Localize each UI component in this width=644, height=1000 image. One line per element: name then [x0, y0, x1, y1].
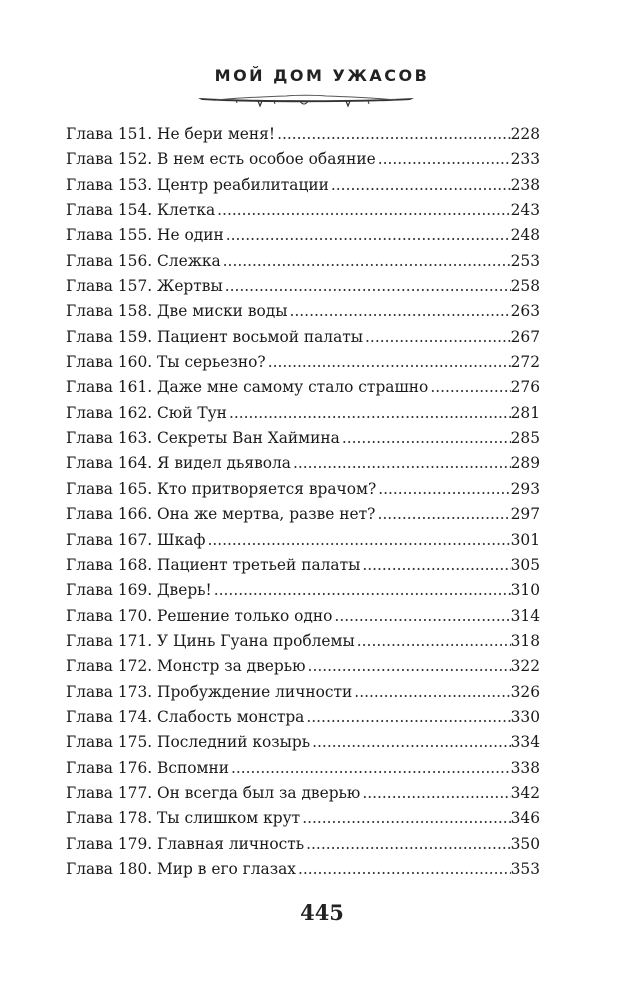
toc-entry-page: 346 — [510, 809, 540, 828]
dot-leader — [205, 528, 510, 553]
toc-entry-title: Глава 151. Не бери меня! — [66, 125, 276, 143]
dot-leader — [310, 730, 510, 755]
toc-entry — [66, 680, 540, 705]
dot-leader — [227, 401, 511, 426]
toc-entry-page: 233 — [510, 150, 540, 169]
toc-entry — [66, 401, 540, 426]
toc-entry-title: Глава 180. Мир в его глазах — [66, 859, 296, 878]
toc-entry-title: Глава 163. Секреты Ван Хаймина — [66, 429, 340, 448]
toc-entry-title: Глава 161. Даже мне самому стало страшно — [66, 378, 429, 397]
book-title: МОЙ ДОМ УЖАСОВ — [214, 66, 430, 85]
toc-entry-page: 263 — [510, 302, 540, 321]
dot-leader — [329, 173, 511, 198]
dot-leader — [223, 274, 511, 299]
toc-entry-title: Глава 174. Слабость монстра — [66, 707, 305, 726]
table-of-contents — [66, 122, 540, 882]
page-number: 445 — [300, 900, 344, 925]
toc-entry — [66, 705, 540, 730]
decorative-divider-ornament-icon — [196, 92, 416, 108]
toc-entry — [66, 857, 540, 882]
toc-entry-title: Глава 152. В нем есть особое обаяние — [66, 150, 376, 169]
dot-leader — [376, 147, 511, 172]
toc-entry-title: Глава 173. Пробуждение личности — [66, 682, 353, 701]
toc-entry-page: 228 — [510, 125, 540, 143]
toc-entry — [66, 781, 540, 806]
toc-entry — [66, 629, 540, 654]
toc-entry-title: Глава 160. Ты серьезно? — [66, 353, 266, 372]
toc-entry-title: Глава 175. Последний козырь — [66, 733, 311, 752]
toc-entry-title: Глава 162. Сюй Тун — [66, 403, 227, 422]
dot-leader — [375, 502, 510, 527]
toc-entry — [66, 806, 540, 831]
dot-leader — [266, 350, 511, 375]
dot-leader — [215, 198, 510, 223]
dot-leader — [291, 451, 511, 476]
dot-leader — [212, 578, 511, 603]
toc-entry-page: 285 — [510, 429, 540, 448]
toc-entry-page: 253 — [510, 251, 540, 270]
toc-entry — [66, 274, 540, 299]
toc-entry — [66, 375, 540, 400]
toc-entry-page: 338 — [510, 758, 540, 777]
toc-entry-page: 310 — [510, 581, 540, 600]
toc-entry-title: Глава 165. Кто притворяется врачом? — [66, 479, 377, 498]
toc-entry — [66, 173, 540, 198]
toc-entry — [66, 223, 540, 248]
dot-leader — [296, 857, 511, 882]
toc-entry-page: 350 — [510, 834, 540, 853]
toc-entry-page: 305 — [510, 555, 540, 574]
toc-entry-page: 289 — [510, 454, 540, 473]
toc-entry-title: Глава 164. Я видел дьявола — [66, 454, 291, 473]
dot-leader — [352, 680, 510, 705]
toc-entry-title: Глава 166. Она же мертва, разве нет? — [66, 505, 376, 524]
dot-leader — [304, 705, 510, 730]
toc-entry-page: 248 — [510, 226, 540, 245]
toc-entry — [66, 553, 540, 578]
toc-entry-page: 353 — [510, 859, 540, 878]
toc-entry — [66, 350, 540, 375]
toc-entry-title: Глава 154. Клетка — [66, 201, 216, 220]
toc-entry-page: 238 — [510, 175, 540, 194]
toc-entry-page: 342 — [510, 783, 540, 802]
toc-entry — [66, 249, 540, 274]
toc-entry — [66, 147, 540, 172]
toc-entry — [66, 832, 540, 857]
dot-leader — [229, 756, 511, 781]
dot-leader — [288, 299, 511, 324]
toc-entry-page: 297 — [510, 505, 540, 524]
dot-leader — [304, 832, 510, 857]
toc-entry — [66, 528, 540, 553]
toc-entry — [66, 654, 540, 679]
toc-entry — [66, 122, 540, 147]
dot-leader — [300, 806, 510, 831]
toc-entry-page: 258 — [510, 277, 540, 296]
toc-entry-title: Глава 153. Центр реабилитации — [66, 175, 329, 194]
toc-entry-title: Глава 155. Не один — [66, 226, 224, 245]
toc-entry-page: 314 — [510, 606, 540, 625]
toc-entry-title: Глава 170. Решение только одно — [66, 606, 333, 625]
toc-entry-title: Глава 178. Ты слишком крут — [66, 809, 301, 828]
toc-entry — [66, 325, 540, 350]
toc-entry — [66, 477, 540, 502]
toc-entry — [66, 198, 540, 223]
toc-entry-page: 334 — [510, 733, 540, 752]
toc-entry-page: 276 — [510, 378, 540, 397]
toc-entry-title: Глава 169. Дверь! — [66, 581, 212, 600]
toc-entry-title: Глава 171. У Цинь Гуана проблемы — [66, 631, 355, 650]
running-header — [0, 66, 644, 85]
toc-entry-page: 318 — [510, 631, 540, 650]
dot-leader — [340, 426, 511, 451]
dot-leader — [360, 553, 510, 578]
dot-leader — [360, 781, 510, 806]
toc-entry-page: 281 — [510, 403, 540, 422]
dot-leader — [363, 325, 511, 350]
toc-entry — [66, 451, 540, 476]
toc-entry-title: Глава 177. Он всегда был за дверью — [66, 783, 361, 802]
toc-entry-title: Глава 179. Главная личность — [66, 834, 305, 853]
toc-entry-title: Глава 167. Шкаф — [66, 530, 206, 549]
toc-entry-page: 301 — [510, 530, 540, 549]
toc-entry-title: Глава 176. Вспомни — [66, 758, 229, 777]
toc-entry — [66, 502, 540, 527]
toc-entry — [66, 730, 540, 755]
toc-entry-title: Глава 159. Пациент восьмой палаты — [66, 327, 364, 346]
dot-leader — [428, 375, 510, 400]
toc-entry — [66, 756, 540, 781]
dot-leader — [376, 477, 510, 502]
toc-entry-title: Глава 172. Монстр за дверью — [66, 657, 306, 676]
toc-entry-title: Глава 168. Пациент третьей палаты — [66, 555, 361, 574]
toc-entry — [66, 426, 540, 451]
dot-leader — [355, 629, 511, 654]
toc-entry-page: 330 — [510, 707, 540, 726]
dot-leader — [332, 604, 510, 629]
toc-entry — [66, 604, 540, 629]
toc-entry — [66, 578, 540, 603]
toc-entry-title: Глава 158. Две миски воды — [66, 302, 288, 321]
toc-entry-page: 272 — [510, 353, 540, 372]
toc-entry-page: 326 — [510, 682, 540, 701]
dot-leader — [306, 654, 511, 679]
dot-leader — [224, 223, 511, 248]
toc-entry-page: 243 — [510, 201, 540, 220]
toc-entry-title: Глава 156. Слежка — [66, 251, 221, 270]
toc-entry-page: 293 — [510, 479, 540, 498]
toc-entry-title: Глава 157. Жертвы — [66, 277, 223, 296]
toc-entry-page: 322 — [510, 657, 540, 676]
dot-leader — [275, 122, 511, 147]
toc-entry — [66, 299, 540, 324]
toc-entry-page: 267 — [510, 327, 540, 346]
dot-leader — [221, 249, 511, 274]
